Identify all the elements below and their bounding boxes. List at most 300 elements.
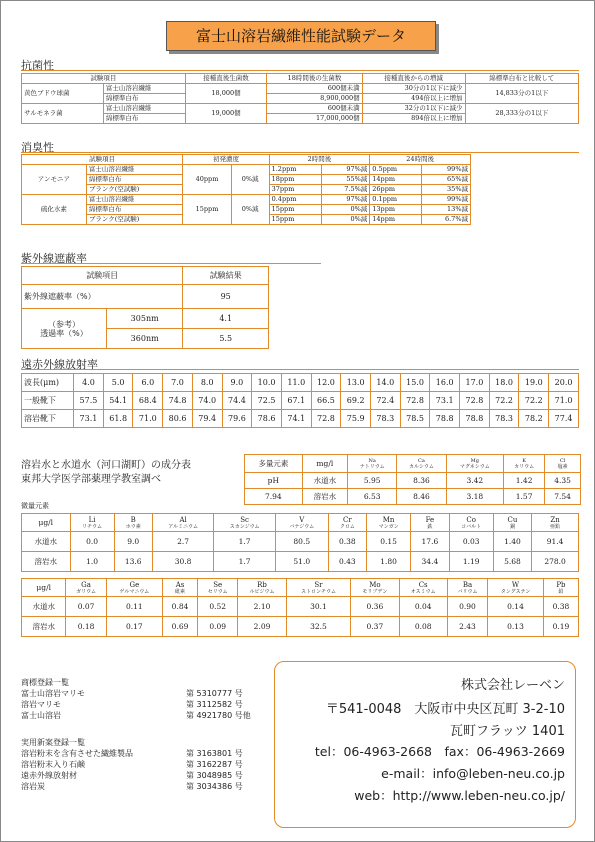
element-name: ホウ素	[125, 523, 141, 530]
table-header: 接種直後生菌数	[185, 74, 267, 84]
element-value: 1.0	[70, 552, 114, 572]
registration-name: 溶岩粉末入り石鹸	[21, 760, 85, 769]
ir-value: 74.0	[192, 392, 222, 410]
element-name: 塩素	[557, 463, 568, 470]
registration-lists	[21, 677, 251, 792]
uv-row-label: 紫外線遮蔽率（%）	[22, 285, 183, 309]
test-item: 富士山溶岩繊維	[103, 104, 185, 114]
table-row	[22, 165, 471, 175]
table-row	[22, 532, 579, 552]
value-24h: 26ppm	[370, 185, 422, 195]
element-value: 1.80	[367, 552, 411, 572]
list-item	[21, 710, 251, 721]
row-label: 溶岩水	[22, 617, 66, 637]
major-elements-table	[244, 454, 581, 505]
table-row	[22, 74, 579, 84]
element-value: 1.7	[214, 552, 276, 572]
row-label: 水道水	[22, 597, 66, 617]
test-item: 富士山溶岩繊維	[86, 195, 183, 205]
ir-value: 74.4	[222, 392, 252, 410]
far-ir-table	[21, 373, 579, 428]
table-row	[22, 392, 579, 410]
trace-elements-table-2	[21, 578, 579, 637]
table-row	[245, 489, 581, 505]
ir-value: 79.4	[192, 410, 222, 428]
element-value: 30.8	[152, 552, 213, 572]
ir-value: 72.2	[519, 392, 549, 410]
element-name: ルビジウム	[249, 588, 275, 595]
table-header: 2時間後	[269, 155, 370, 165]
test-item: 綿標準白布	[86, 175, 183, 185]
element-value: 0.84	[163, 597, 198, 617]
element-symbol: Pb	[556, 580, 566, 589]
uv-header-result: 試験結果	[183, 267, 269, 285]
trademark-list	[21, 688, 251, 721]
ir-value: 15.0	[400, 374, 430, 392]
uv-row-value: 95	[183, 285, 269, 309]
ir-value: 68.4	[133, 392, 163, 410]
ir-value: 80.6	[163, 410, 193, 428]
element-header	[114, 514, 152, 532]
element-name: セリウム	[207, 588, 228, 595]
element-name: ナトリウム	[359, 463, 385, 470]
element-value: 7.54	[545, 489, 581, 505]
pct-24h: 99%減	[422, 165, 471, 175]
organism-name: サルモネラ菌	[22, 104, 104, 124]
element-header	[532, 514, 579, 532]
element-symbol: Rb	[257, 580, 267, 589]
element-value: 1.19	[449, 552, 493, 572]
element-header	[351, 579, 399, 597]
element-value: 0.04	[399, 597, 447, 617]
element-header	[286, 579, 351, 597]
table-row	[245, 473, 581, 489]
ir-value: 72.8	[400, 392, 430, 410]
pct-24h: 6.7%減	[422, 215, 471, 225]
unit: mg/l	[302, 455, 347, 473]
initial-pct: 0%減	[231, 165, 269, 195]
test-item: ブランク(空試験)	[86, 215, 183, 225]
test-item: 富士山溶岩繊維	[86, 165, 183, 175]
ir-value: 5.0	[103, 374, 133, 392]
ir-value: 75.9	[341, 410, 371, 428]
element-value: 0.69	[163, 617, 198, 637]
unit: μg/l	[22, 579, 66, 597]
element-value: 3.18	[446, 489, 504, 505]
table-header: 綿標準白布と比較して	[465, 74, 578, 84]
ir-value: 73.1	[430, 392, 460, 410]
value-2h: 18ppm	[269, 175, 321, 185]
table-row	[22, 410, 579, 428]
row-label: 水道水	[302, 473, 347, 489]
element-header	[446, 455, 504, 473]
element-value: 9.0	[114, 532, 152, 552]
element-symbol: Cs	[418, 580, 428, 589]
ir-value: 69.2	[341, 392, 371, 410]
element-name: モリブデン	[362, 588, 388, 595]
row-label: 溶岩靴下	[22, 410, 74, 428]
element-value: 4.35	[545, 473, 581, 489]
pct-2h: 0%減	[321, 205, 370, 215]
element-header	[488, 579, 544, 597]
element-name: 砒素	[175, 588, 186, 595]
uv-trans-label: 透過率（%）	[40, 328, 88, 338]
element-header	[543, 579, 578, 597]
initial-conc: 40ppm	[183, 165, 231, 195]
table-row	[22, 195, 471, 205]
ir-value: 78.3	[370, 410, 400, 428]
registration-name: 富士山溶岩マリモ	[21, 689, 85, 698]
element-symbol: Cl	[559, 457, 566, 464]
element-value: 0.0	[70, 532, 114, 552]
value-24h: 13ppm	[370, 205, 422, 215]
value-24h: 0.1ppm	[370, 195, 422, 205]
element-symbol: Li	[88, 515, 96, 524]
deodor-table	[21, 154, 471, 225]
uv-val-305: 4.1	[183, 309, 269, 329]
element-symbol: Mg	[470, 457, 479, 464]
element-header	[198, 579, 238, 597]
change: 894倍以上に増加	[362, 114, 465, 124]
element-value: 1.7	[214, 532, 276, 552]
ir-value: 71.0	[133, 410, 163, 428]
pct-24h: 99%減	[422, 195, 471, 205]
list-item	[21, 781, 251, 792]
trademark-heading: 商標登録一覧	[21, 678, 69, 687]
list-item	[21, 699, 251, 710]
ir-value: 77.4	[549, 410, 579, 428]
element-name: 鉛	[558, 588, 564, 595]
antibacterial-heading: 抗菌性	[21, 59, 54, 72]
company-phone: tel：06-4963-2668 fax：06-4963-2669	[314, 744, 565, 759]
company-address-2: 瓦町フラッツ 1401	[450, 724, 565, 739]
registration-number: 第 5310777 号	[186, 689, 243, 698]
minerals-heading: 溶岩水と水道水（河口湖町）の成分表	[21, 460, 191, 471]
ir-value: 72.4	[370, 392, 400, 410]
table-row	[22, 597, 579, 617]
ir-value: 11.0	[281, 374, 311, 392]
comparison: 28,333分の1以下	[465, 104, 578, 124]
table-row	[22, 84, 579, 94]
row-label: 7.94	[245, 489, 303, 505]
ir-value: 78.5	[400, 410, 430, 428]
company-address: 〒541-0048 大阪市中央区瓦町 3-2-10	[325, 702, 565, 717]
element-header	[449, 514, 493, 532]
table-header: 試験項目	[22, 155, 183, 165]
table-header: 試験項目	[22, 74, 186, 84]
element-header	[367, 514, 411, 532]
ir-value: 14.0	[370, 374, 400, 392]
ir-value: 72.8	[311, 410, 341, 428]
table-header: 接種直後からの増減	[362, 74, 465, 84]
initial-pct: 0%減	[231, 195, 269, 225]
change: 32分の1以下に減少	[362, 104, 465, 114]
element-symbol: Cr	[342, 515, 352, 524]
pct-2h: 7.5%減	[321, 185, 370, 195]
initial-count: 18,000個	[185, 84, 267, 104]
registration-number: 第 3034386 号	[186, 782, 243, 791]
element-header	[66, 579, 106, 597]
ir-value: 73.1	[74, 410, 104, 428]
value-2h: 15ppm	[269, 205, 321, 215]
element-symbol: Mo	[369, 580, 381, 589]
deodor-rule	[21, 152, 579, 153]
registration-number: 第 3112582 号	[186, 700, 243, 709]
element-header	[493, 514, 531, 532]
element-value: 0.08	[399, 617, 447, 637]
element-name: スカンジウム	[229, 523, 260, 530]
row-label: 溶岩水	[22, 552, 71, 572]
uv-rule	[21, 263, 321, 264]
registration-name: 遠赤外線放射材	[21, 771, 77, 780]
element-name: ゲルマニウム	[119, 588, 150, 595]
element-value: 5.95	[348, 473, 397, 489]
element-name: 亜鉛	[550, 523, 561, 530]
ir-value: 6.0	[133, 374, 163, 392]
element-value: 1.42	[504, 473, 545, 489]
element-value: 32.5	[286, 617, 351, 637]
ir-value: 72.2	[489, 392, 519, 410]
element-symbol: Se	[213, 580, 223, 589]
element-value: 0.52	[198, 597, 238, 617]
trace-elements-table-1	[21, 513, 579, 572]
element-symbol: Ba	[462, 580, 473, 589]
element-name: タングステン	[500, 588, 531, 595]
element-symbol: Sr	[314, 580, 323, 589]
comparison: 14,833分の1以下	[465, 84, 578, 104]
list-item	[21, 688, 251, 699]
element-name: 銅	[509, 523, 515, 530]
element-value: 0.36	[351, 597, 399, 617]
element-value: 0.18	[66, 617, 106, 637]
table-row	[245, 455, 581, 473]
deodor-heading: 消臭性	[21, 141, 54, 154]
element-symbol: Zn	[550, 515, 560, 524]
ir-value: 66.5	[311, 392, 341, 410]
list-item	[21, 770, 251, 781]
element-value: 0.11	[106, 597, 162, 617]
after-count: 17,000,000個	[267, 114, 362, 124]
element-value: 80.5	[275, 532, 328, 552]
ir-value: 13.0	[341, 374, 371, 392]
ir-value: 78.8	[460, 410, 490, 428]
element-symbol: As	[175, 580, 185, 589]
element-symbol: Fe	[425, 515, 435, 524]
element-value: 17.6	[411, 532, 449, 552]
element-name: ストロンチウム	[301, 588, 336, 595]
element-header	[399, 579, 447, 597]
company-email[interactable]: e-mail：info@leben-neu.co.jp	[381, 766, 565, 781]
ir-value: 19.0	[519, 374, 549, 392]
utility-list	[21, 748, 251, 792]
company-web[interactable]: web：http://www.leben-neu.co.jp/	[354, 788, 565, 803]
element-symbol: Ge	[129, 580, 140, 589]
ir-value: 67.1	[281, 392, 311, 410]
element-header	[106, 579, 162, 597]
pct-24h: 65%減	[422, 175, 471, 185]
element-header	[411, 514, 449, 532]
organism-name: 黄色ブドウ球菌	[22, 84, 104, 104]
registration-number: 第 3048985 号	[186, 771, 243, 780]
element-name: オスミウム	[410, 588, 436, 595]
test-item: ブランク(空試験)	[86, 185, 183, 195]
element-header	[70, 514, 114, 532]
ir-value: 16.0	[430, 374, 460, 392]
ir-value: 78.3	[489, 410, 519, 428]
element-name: 鉄	[427, 523, 433, 530]
far-ir-heading: 遠赤外線放射率	[21, 358, 98, 371]
element-name: バリウム	[457, 588, 478, 595]
element-value: 0.15	[367, 532, 411, 552]
element-value: 8.46	[397, 489, 446, 505]
table-row	[22, 155, 471, 165]
element-value: 0.03	[449, 532, 493, 552]
uv-sub-360: 360nm	[107, 329, 183, 349]
ir-value: 71.0	[549, 392, 579, 410]
value-24h: 14ppm	[370, 215, 422, 225]
element-symbol: Al	[179, 515, 187, 524]
ir-value: 72.5	[252, 392, 282, 410]
element-name: リチウム	[82, 523, 102, 530]
unit: μg/l	[22, 514, 71, 532]
element-value: 0.17	[106, 617, 162, 637]
element-value: 0.38	[328, 532, 366, 552]
row-label: 一般靴下	[22, 392, 74, 410]
ir-value: 10.0	[252, 374, 282, 392]
element-value: 5.68	[493, 552, 531, 572]
element-symbol: Na	[368, 457, 376, 464]
element-header	[504, 455, 545, 473]
row-label: 溶岩水	[302, 489, 347, 505]
element-value: 1.40	[493, 532, 531, 552]
element-value: 2.09	[238, 617, 286, 637]
ir-value: 18.0	[489, 374, 519, 392]
pct-2h: 0%減	[321, 215, 370, 225]
gas-name: 硫化水素	[22, 195, 87, 225]
element-symbol: Ga	[81, 580, 91, 589]
ir-value: 7.0	[163, 374, 193, 392]
ir-value: 17.0	[460, 374, 490, 392]
element-value: 13.6	[114, 552, 152, 572]
element-header	[447, 579, 487, 597]
element-header	[214, 514, 276, 532]
table-row	[22, 552, 579, 572]
element-value: 0.43	[328, 552, 366, 572]
table-row	[22, 104, 579, 114]
element-name: バナジウム	[289, 523, 315, 530]
ir-value: 79.6	[222, 410, 252, 428]
test-item: 綿標準白布	[103, 114, 185, 124]
element-symbol: V	[299, 515, 305, 524]
element-value: 3.42	[446, 473, 504, 489]
pct-2h: 97%減	[321, 165, 370, 175]
value-2h: 37ppm	[269, 185, 321, 195]
ir-value: 78.8	[430, 410, 460, 428]
element-value: 0.37	[351, 617, 399, 637]
after-count: 8,900,000個	[267, 94, 362, 104]
uv-table	[21, 266, 269, 349]
table-header: 18時間後の生菌数	[267, 74, 362, 84]
ir-value: 72.8	[460, 392, 490, 410]
ir-value: 61.8	[103, 410, 133, 428]
uv-header-item: 試験項目	[22, 267, 183, 285]
element-header	[238, 579, 286, 597]
element-symbol: K	[522, 457, 526, 464]
element-name: カルシウム	[409, 463, 434, 470]
ir-value: 9.0	[222, 374, 252, 392]
value-2h: 1.2ppm	[269, 165, 321, 175]
element-value: 0.38	[543, 597, 578, 617]
element-value: 0.13	[488, 617, 544, 637]
list-item	[21, 748, 251, 759]
gas-name: アンモニア	[22, 165, 87, 195]
pct-24h: 35%減	[422, 185, 471, 195]
after-count: 600個未満	[267, 84, 362, 94]
test-item: 綿標準白布	[86, 205, 183, 215]
element-symbol: Sc	[240, 515, 249, 524]
test-item: 綿標準白布	[103, 94, 185, 104]
value-24h: 14ppm	[370, 175, 422, 185]
initial-conc: 15ppm	[183, 195, 231, 225]
element-value: 8.36	[397, 473, 446, 489]
element-value: 0.07	[66, 597, 106, 617]
change: 30分の1以下に減少	[362, 84, 465, 94]
element-name: マンガン	[378, 523, 399, 530]
registration-name: 富士山溶岩	[21, 711, 61, 720]
element-value: 0.14	[488, 597, 544, 617]
far-ir-rule	[21, 369, 579, 370]
trace-label: 微量元素	[21, 502, 49, 510]
element-name: ガリウム	[76, 588, 97, 595]
registration-name: 溶岩マリモ	[21, 700, 61, 709]
ir-value: 78.2	[519, 410, 549, 428]
element-name: クロム	[339, 523, 355, 530]
uv-sub-305: 305nm	[107, 309, 183, 329]
table-row	[22, 374, 579, 392]
element-symbol: Co	[466, 515, 476, 524]
registration-name: 溶岩粉末を含有させた繊維製品	[21, 749, 133, 758]
ir-value: 54.1	[103, 392, 133, 410]
value-2h: 15ppm	[269, 215, 321, 225]
element-value: 6.53	[348, 489, 397, 505]
pct-24h: 13%減	[422, 205, 471, 215]
element-value: 0.19	[543, 617, 578, 637]
table-row	[22, 617, 579, 637]
element-name: マグネシウム	[459, 463, 490, 470]
antibacterial-rule	[21, 70, 579, 71]
table-header: 24時間後	[370, 155, 471, 165]
uv-ref-label: （参考）	[48, 319, 80, 329]
element-header	[328, 514, 366, 532]
antibacterial-table	[21, 73, 579, 124]
ir-value: 12.0	[311, 374, 341, 392]
element-symbol: W	[511, 580, 520, 589]
registration-number: 第 4921780 号他	[186, 711, 251, 720]
pct-2h: 55%減	[321, 175, 370, 185]
element-value: 30.1	[286, 597, 351, 617]
table-header: 初発濃度	[183, 155, 269, 165]
row-label: pH	[245, 473, 303, 489]
element-header	[348, 455, 397, 473]
table-row	[22, 514, 579, 532]
element-value: 0.90	[447, 597, 487, 617]
element-header	[152, 514, 213, 532]
registration-number: 第 3162287 号	[186, 760, 243, 769]
element-value: 91.4	[532, 532, 579, 552]
page-title: 富士山溶岩繊維性能試験データ	[166, 21, 436, 51]
element-value: 34.4	[411, 552, 449, 572]
utility-heading: 実用新案登録一覧	[21, 738, 85, 747]
